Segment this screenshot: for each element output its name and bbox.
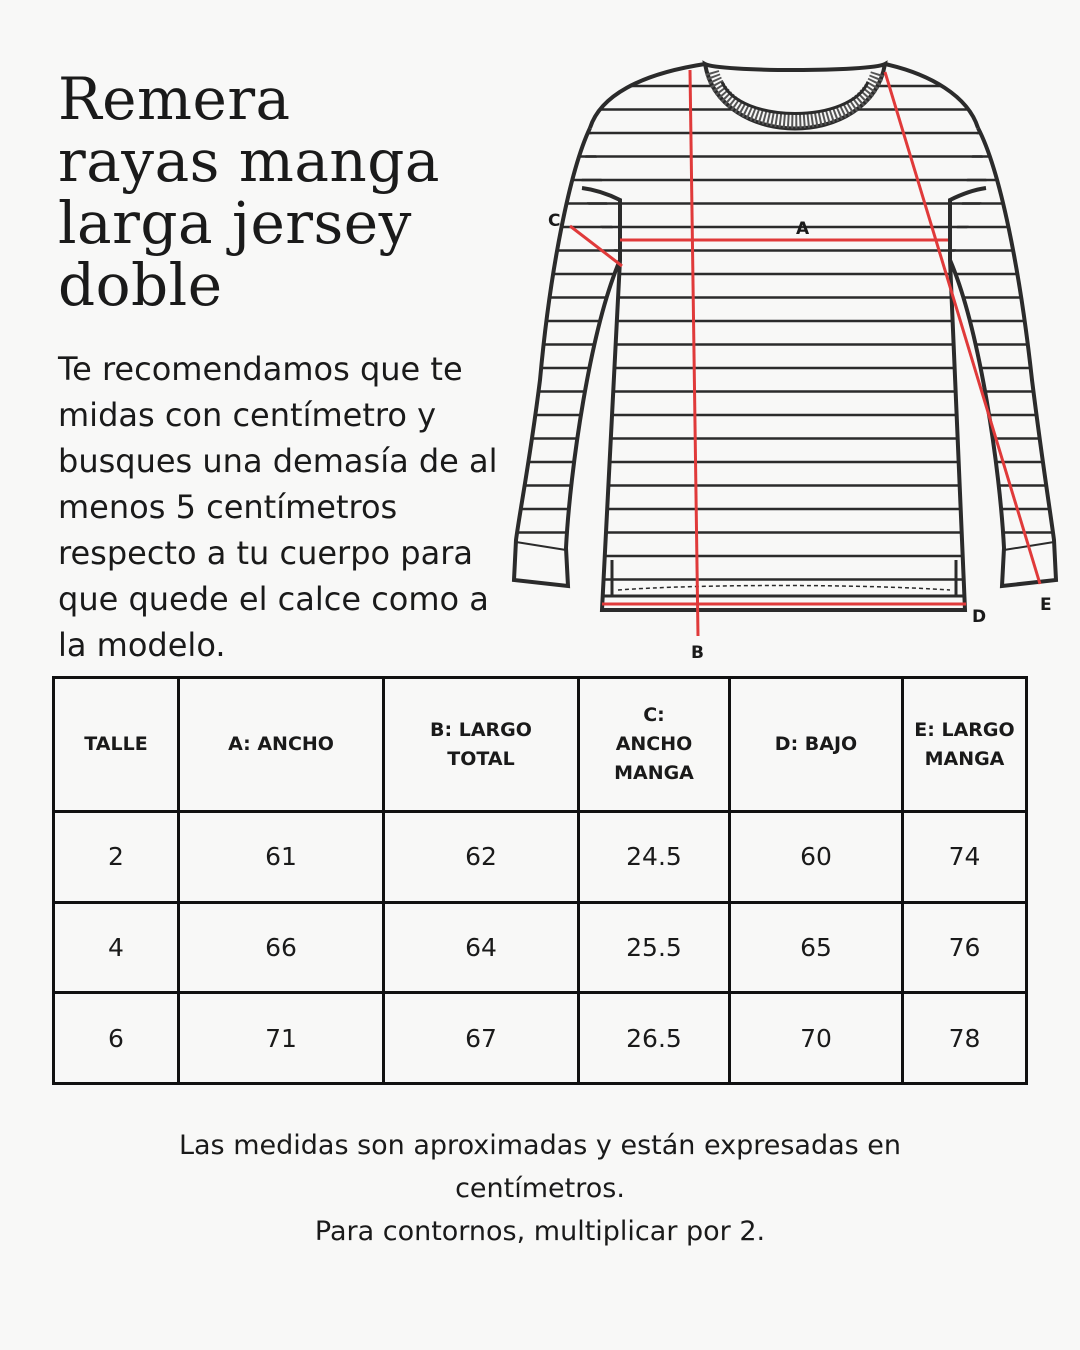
table-cell: 74 — [903, 812, 1027, 903]
intro-line: menos 5 centímetros — [58, 488, 398, 526]
table-cell: 4 — [54, 902, 179, 993]
intro-line: Te recomendamos que te — [58, 350, 463, 388]
cuff-lines — [516, 542, 1054, 550]
footnote-line: centímetros. — [455, 1173, 625, 1204]
title-line: doble — [58, 251, 223, 319]
header-largo-total: B: LARGO TOTAL — [384, 678, 579, 812]
table-cell: 65 — [730, 902, 903, 993]
header-ancho-manga: C: ANCHO MANGA — [579, 678, 730, 812]
table-cell: 70 — [730, 993, 903, 1084]
intro-line: la modelo. — [58, 626, 226, 664]
label-e: E — [1040, 595, 1052, 615]
table-cell: 71 — [179, 993, 384, 1084]
intro-line: respecto a tu cuerpo para — [58, 534, 473, 572]
label-a: A — [796, 219, 810, 239]
table-cell: 76 — [903, 902, 1027, 993]
table-header-row — [54, 678, 1027, 812]
table-cell: 2 — [54, 812, 179, 903]
title-line: rayas manga — [58, 127, 440, 195]
label-b: B — [691, 643, 704, 663]
label-d: D — [972, 607, 987, 627]
table-cell: 6 — [54, 993, 179, 1084]
table-cell: 61 — [179, 812, 384, 903]
table-cell: 66 — [179, 902, 384, 993]
measure-line-c — [570, 226, 622, 266]
intro-paragraph — [58, 346, 498, 668]
hem-band — [604, 560, 964, 596]
right-sleeve-outline — [950, 128, 1056, 586]
hem-stitch — [618, 586, 950, 591]
intro-line: que quede el calce como a — [58, 580, 489, 618]
sweater-measurement-diagram — [510, 50, 1080, 670]
intro-line: midas con centímetro y — [58, 396, 436, 434]
label-c: C — [548, 211, 561, 231]
size-chart-table — [52, 676, 1028, 1085]
table-cell: 62 — [384, 812, 579, 903]
sweater-illustration — [510, 64, 1060, 610]
header-talle: TALLE — [54, 678, 179, 812]
measure-line-b — [690, 70, 698, 636]
table-cell: 25.5 — [579, 902, 730, 993]
header-largo-manga: E: LARGO MANGA — [903, 678, 1027, 812]
footnote — [140, 1124, 940, 1253]
header-ancho: A: ANCHO — [179, 678, 384, 812]
table-row — [54, 993, 1027, 1084]
intro-line: busques una demasía de al — [58, 442, 498, 480]
header-bajo: D: BAJO — [730, 678, 903, 812]
measurement-lines — [570, 70, 1040, 636]
page-title — [58, 65, 498, 319]
table-cell: 26.5 — [579, 993, 730, 1084]
table-cell: 78 — [903, 993, 1027, 1084]
table-row — [54, 812, 1027, 903]
footnote-line: Las medidas son aproximadas y están expresadas en — [178, 1130, 902, 1161]
title-line: larga jersey — [58, 189, 412, 257]
table-row — [54, 902, 1027, 993]
left-sleeve-outline — [514, 128, 620, 586]
table-cell: 60 — [730, 812, 903, 903]
torso-outline — [590, 64, 978, 610]
table-cell: 24.5 — [579, 812, 730, 903]
table-cell: 67 — [384, 993, 579, 1084]
stripe-pattern — [580, 86, 990, 580]
table-cell: 64 — [384, 902, 579, 993]
footnote-line: Para contornos, multiplicar por 2. — [314, 1216, 766, 1247]
title-line: Remera — [58, 65, 291, 133]
